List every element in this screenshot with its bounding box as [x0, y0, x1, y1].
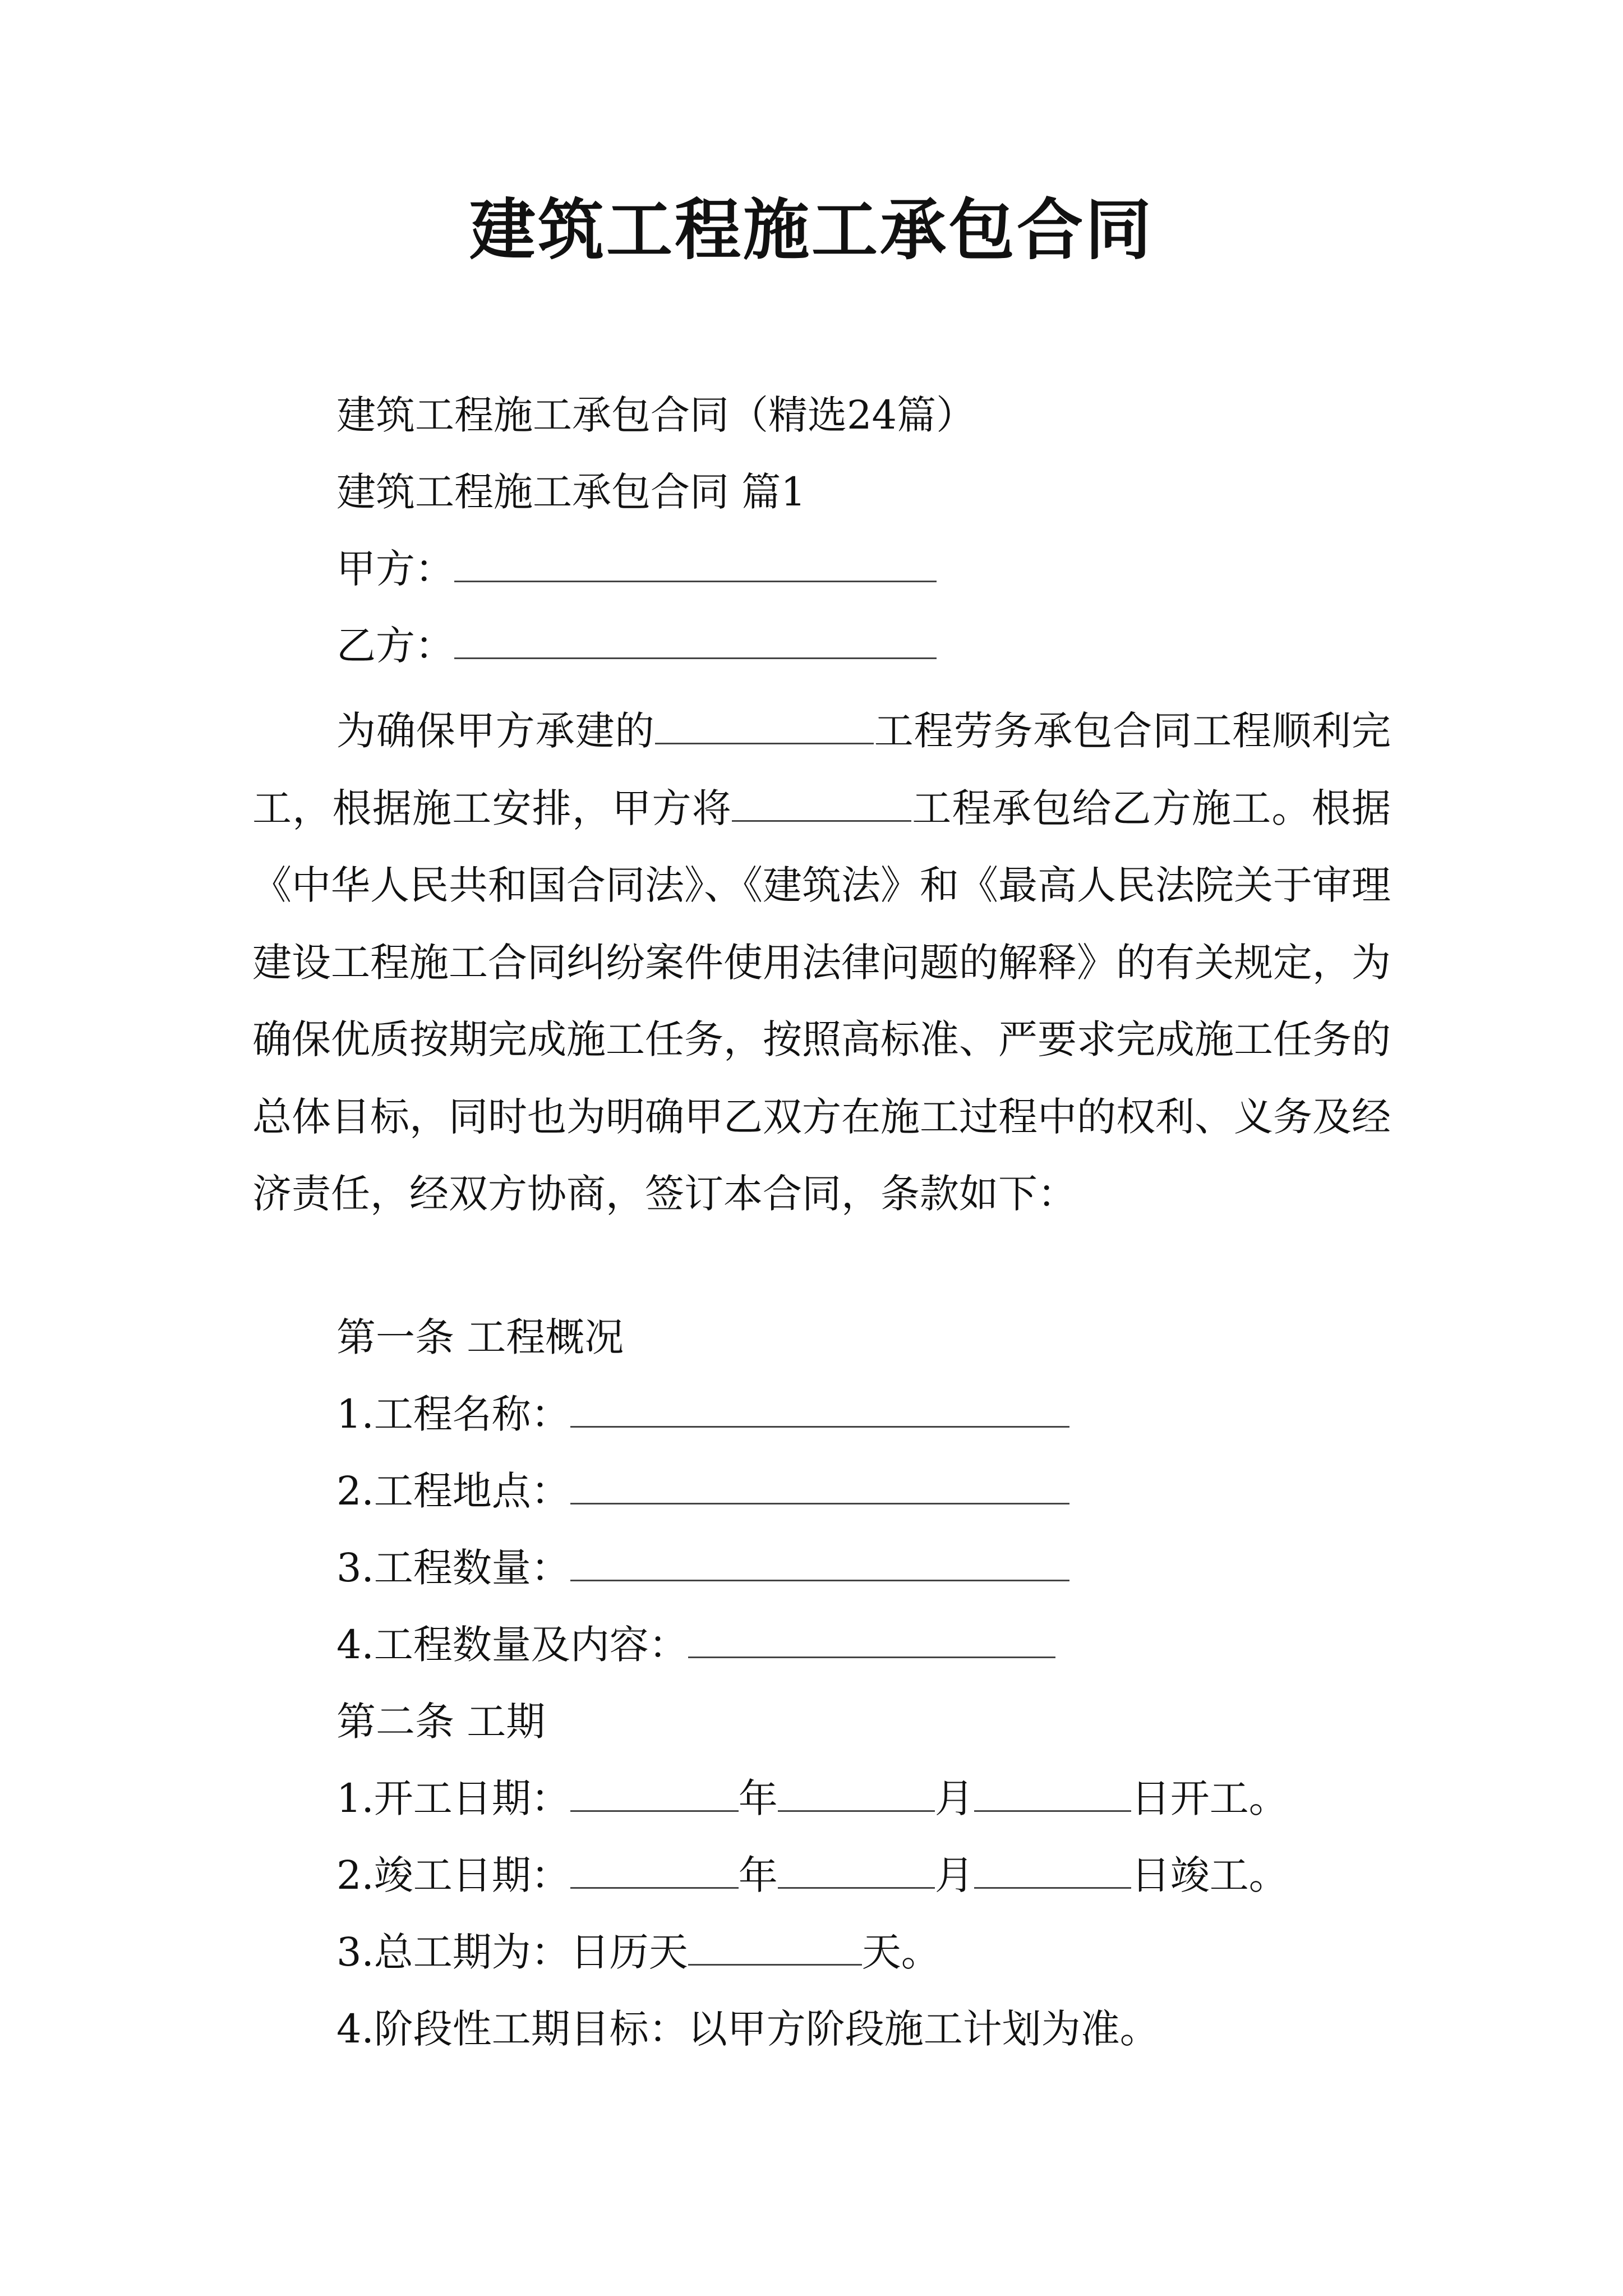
intro-paragraph: [252, 693, 1391, 1233]
project-quantity-blank: [570, 1545, 1069, 1581]
article2-heading: 第二条 工期: [336, 1699, 546, 1745]
start-month-blank: [778, 1775, 935, 1812]
start-year-label: 年: [738, 1775, 778, 1821]
project-location-label: 2.工程地点：: [336, 1468, 570, 1514]
party-a-line: [336, 541, 937, 597]
end-date-suffix: 日竣工。: [1131, 1852, 1288, 1898]
project-name-blank: [570, 1391, 1069, 1428]
total-duration-blank: [688, 1929, 862, 1966]
document-title: 建筑工程施工承包合同: [469, 191, 1154, 269]
intro-text-3: 工程承包给乙方施工。根据《中华人民共和国合同法》、《建筑法》和《最高人民法院关于审理建设工程施工合同纠纷案件使用法律问题的解释》的有关规定，为确保优质按期完成施工任务，按照高标准、严要求完成施工任务的总体目标，同时也为明确甲乙双方在施工过程中的权利、义务及经济责任，经双方协商，签订本合同，条款如下：: [252, 785, 1391, 1217]
project-content-blank: [688, 1622, 1055, 1658]
project-quantity-label: 3.工程数量：: [336, 1545, 570, 1591]
project-content-line: [336, 1617, 1055, 1673]
party-b-line: [336, 618, 937, 674]
subcontract-blank: [732, 785, 911, 822]
end-month-label: 月: [934, 1852, 974, 1898]
start-date-line: [336, 1770, 1288, 1826]
subtitle: 建筑工程施工承包合同（精选24篇）: [336, 392, 976, 438]
phase-target-line: 4.阶段性工期目标：以甲方阶段施工计划为准。: [336, 2006, 1159, 2052]
end-day-blank: [974, 1852, 1131, 1889]
end-year-label: 年: [738, 1852, 778, 1898]
end-date-line: [336, 1847, 1288, 1903]
article1-heading: 第一条 工程概况: [336, 1314, 624, 1360]
project-name-label: 1.工程名称：: [336, 1391, 570, 1437]
start-day-blank: [974, 1775, 1131, 1812]
start-month-label: 月: [934, 1775, 974, 1821]
end-year-blank: [570, 1852, 739, 1889]
start-date-label: 1.开工日期：: [336, 1775, 570, 1821]
end-month-blank: [778, 1852, 935, 1889]
party-a-label: 甲方：: [336, 546, 454, 592]
start-year-blank: [570, 1775, 739, 1812]
project-quantity-line: [336, 1540, 1069, 1596]
intro-text-2: 工程劳务承包合同工程顺利完工，根据施工安排，甲方将: [252, 708, 1391, 831]
project-name-line: [336, 1386, 1069, 1442]
section-heading: 建筑工程施工承包合同 篇1: [336, 469, 806, 515]
end-date-label: 2.竣工日期：: [336, 1852, 570, 1898]
intro-text-1: 为确保甲方承建的: [336, 708, 655, 754]
start-date-suffix: 日开工。: [1131, 1775, 1288, 1821]
total-duration-label: 3.总工期为：日历天: [336, 1929, 688, 1975]
total-duration-line: [336, 1924, 940, 1980]
party-a-blank: [454, 546, 937, 582]
total-duration-suffix: 天。: [861, 1929, 940, 1975]
project-blank: [655, 708, 874, 744]
project-content-label: 4.工程数量及内容：: [336, 1622, 688, 1668]
party-b-blank: [454, 623, 937, 659]
project-location-line: [336, 1463, 1069, 1519]
party-b-label: 乙方：: [336, 623, 454, 669]
project-location-blank: [570, 1468, 1069, 1504]
